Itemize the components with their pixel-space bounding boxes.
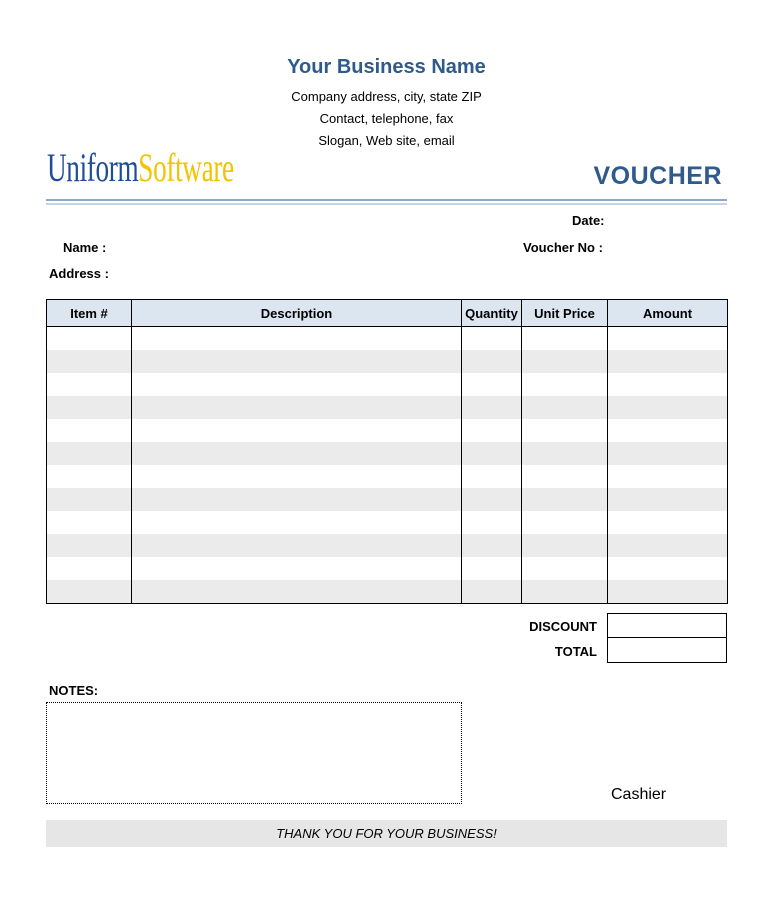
quantity-cell[interactable]	[462, 396, 522, 419]
table-row	[47, 488, 728, 511]
description-cell[interactable]	[132, 511, 462, 534]
quantity-cell[interactable]	[462, 511, 522, 534]
unit-price-cell[interactable]	[522, 327, 608, 351]
item-number-cell[interactable]	[47, 442, 132, 465]
item-number-cell[interactable]	[47, 396, 132, 419]
unit-price-cell[interactable]	[522, 465, 608, 488]
company-slogan: Slogan, Web site, email	[318, 133, 455, 148]
voucher-no-label: Voucher No :	[523, 240, 603, 255]
amount-cell[interactable]	[608, 557, 728, 580]
item-number-cell[interactable]	[47, 488, 132, 511]
table-row	[47, 350, 728, 373]
description-cell[interactable]	[132, 557, 462, 580]
table-row	[47, 465, 728, 488]
cashier-label: Cashier	[611, 786, 667, 803]
amount-cell[interactable]	[608, 327, 728, 351]
description-cell[interactable]	[132, 350, 462, 373]
unit-price-cell[interactable]	[522, 580, 608, 604]
column-header-quantity: Quantity	[462, 300, 522, 327]
table-header-row	[47, 300, 728, 327]
quantity-cell[interactable]	[462, 442, 522, 465]
column-header-description: Description	[132, 300, 462, 327]
business-name: Your Business Name	[287, 56, 486, 78]
quantity-cell[interactable]	[462, 557, 522, 580]
quantity-cell[interactable]	[462, 534, 522, 557]
company-address: Company address, city, state ZIP	[291, 89, 482, 104]
discount-value[interactable]	[607, 613, 727, 638]
unit-price-cell[interactable]	[522, 557, 608, 580]
unit-price-cell[interactable]	[522, 511, 608, 534]
unit-price-cell[interactable]	[522, 419, 608, 442]
amount-cell[interactable]	[608, 373, 728, 396]
total-label: TOTAL	[554, 644, 597, 659]
total-value[interactable]	[607, 637, 727, 663]
table-row	[47, 557, 728, 580]
amount-cell[interactable]	[608, 350, 728, 373]
quantity-cell[interactable]	[462, 327, 522, 351]
header-divider	[46, 199, 727, 201]
item-number-cell[interactable]	[47, 419, 132, 442]
notes-box[interactable]	[46, 702, 462, 804]
items-table	[46, 299, 728, 604]
table-row	[47, 442, 728, 465]
amount-cell[interactable]	[608, 419, 728, 442]
quantity-cell[interactable]	[462, 580, 522, 604]
description-cell[interactable]	[132, 534, 462, 557]
amount-cell[interactable]	[608, 488, 728, 511]
description-cell[interactable]	[132, 442, 462, 465]
item-number-cell[interactable]	[47, 465, 132, 488]
amount-cell[interactable]	[608, 511, 728, 534]
thank-you-footer: THANK YOU FOR YOUR BUSINESS!	[46, 820, 727, 847]
column-header-unit-price: Unit Price	[522, 300, 608, 327]
item-number-cell[interactable]	[47, 580, 132, 604]
quantity-cell[interactable]	[462, 419, 522, 442]
header-divider-secondary	[46, 203, 727, 205]
company-logo	[47, 143, 234, 193]
item-number-cell[interactable]	[47, 327, 132, 351]
amount-cell[interactable]	[608, 465, 728, 488]
unit-price-cell[interactable]	[522, 488, 608, 511]
table-row	[47, 534, 728, 557]
table-row	[47, 373, 728, 396]
name-label: Name :	[63, 240, 107, 255]
description-cell[interactable]	[132, 580, 462, 604]
description-cell[interactable]	[132, 396, 462, 419]
column-header-amount: Amount	[608, 300, 728, 327]
unit-price-cell[interactable]	[522, 373, 608, 396]
notes-label: NOTES:	[49, 683, 99, 698]
item-number-cell[interactable]	[47, 557, 132, 580]
unit-price-cell[interactable]	[522, 534, 608, 557]
description-cell[interactable]	[132, 465, 462, 488]
amount-cell[interactable]	[608, 534, 728, 557]
unit-price-cell[interactable]	[522, 442, 608, 465]
description-cell[interactable]	[132, 327, 462, 351]
logo-text-uniform: Uniform	[47, 145, 139, 190]
address-label: Address :	[49, 266, 109, 281]
discount-label: DISCOUNT	[529, 619, 597, 634]
logo-text-software: Software	[138, 145, 234, 190]
description-cell[interactable]	[132, 373, 462, 396]
amount-cell[interactable]	[608, 580, 728, 604]
table-row	[47, 580, 728, 604]
column-header-item-number: Item #	[47, 300, 132, 327]
item-number-cell[interactable]	[47, 511, 132, 534]
quantity-cell[interactable]	[462, 488, 522, 511]
item-number-cell[interactable]	[47, 350, 132, 373]
items-table-body	[47, 327, 728, 604]
amount-cell[interactable]	[608, 442, 728, 465]
document-title: VOUCHER	[593, 162, 722, 190]
table-row	[47, 327, 728, 351]
company-contact: Contact, telephone, fax	[319, 111, 454, 126]
description-cell[interactable]	[132, 419, 462, 442]
unit-price-cell[interactable]	[522, 396, 608, 419]
quantity-cell[interactable]	[462, 465, 522, 488]
quantity-cell[interactable]	[462, 373, 522, 396]
table-row	[47, 419, 728, 442]
item-number-cell[interactable]	[47, 373, 132, 396]
item-number-cell[interactable]	[47, 534, 132, 557]
table-row	[47, 396, 728, 419]
date-label: Date:	[572, 213, 605, 228]
quantity-cell[interactable]	[462, 350, 522, 373]
table-row	[47, 511, 728, 534]
description-cell[interactable]	[132, 488, 462, 511]
unit-price-cell[interactable]	[522, 350, 608, 373]
amount-cell[interactable]	[608, 396, 728, 419]
